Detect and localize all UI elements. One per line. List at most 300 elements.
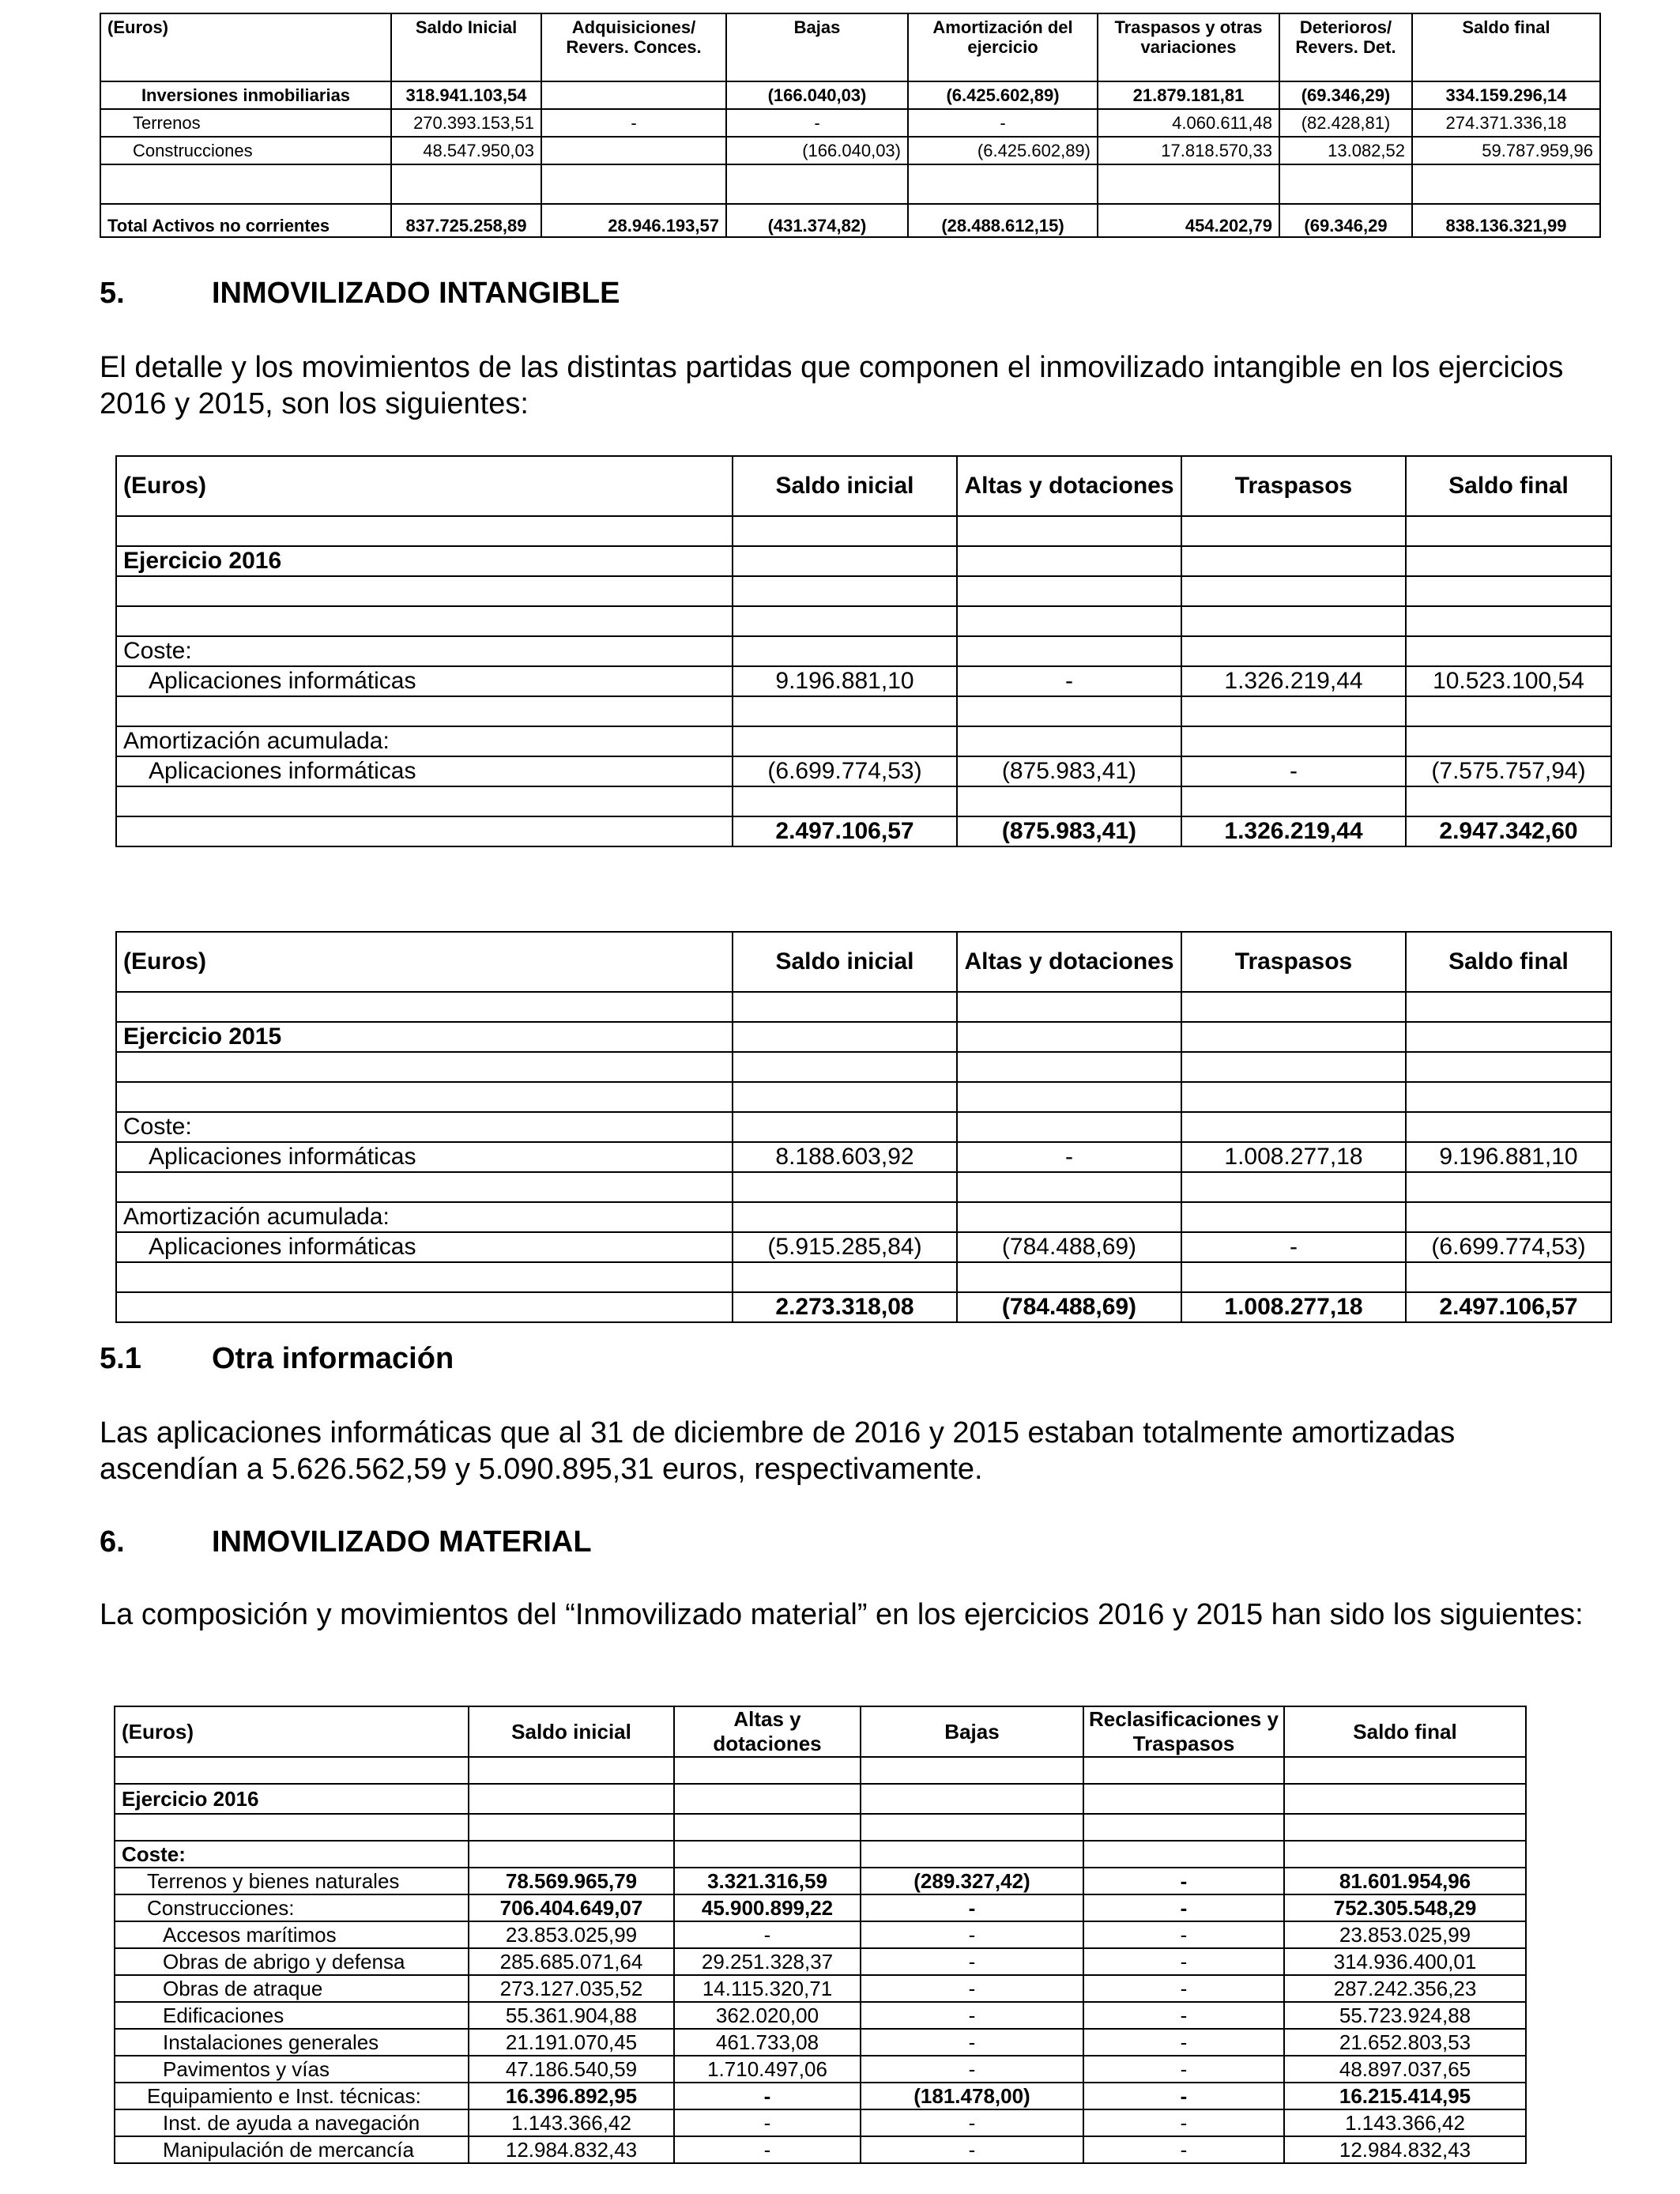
table-cell: 2.497.106,57 [733,816,957,846]
table-cell: 1.326.219,44 [1181,666,1406,696]
table-cell [957,696,1181,726]
table-cell: - [1083,1948,1284,1975]
table-cell [1279,164,1412,204]
table-cell: 2.497.106,57 [1406,1292,1611,1322]
table-cell: (289.327,42) [861,1868,1083,1894]
table-cell [733,696,957,726]
table-cell: 21.879.181,81 [1098,81,1279,109]
section-title: Otra información [212,1342,454,1375]
header-cell: Saldo inicial [733,932,957,992]
table-cell: 1.143.366,42 [1284,2109,1526,2136]
row-label: Total Activos no corrientes [100,204,391,237]
table-row [115,1757,1526,1784]
table-cell: (875.983,41) [957,756,1181,786]
table-cell: 2.947.342,60 [1406,816,1611,846]
table-row [116,576,1611,606]
table-cell [1181,546,1406,576]
table-row [116,1262,1611,1292]
header-cell: Bajas [726,13,908,81]
table-cell: - [1083,2002,1284,2029]
header-cell: Traspasos y otras variaciones [1098,13,1279,81]
table-cell: - [1083,1894,1284,1921]
row-label: Ejercicio 2016 [115,1784,469,1814]
header-cell: (Euros) [100,13,391,81]
table-cell: (6.699.774,53) [733,756,957,786]
table-cell: 1.008.277,18 [1181,1142,1406,1172]
table-cell [1406,1202,1611,1232]
table-row [116,786,1611,816]
table-row [115,2109,1526,2136]
table-cell [115,1757,469,1784]
table-cell: 4.060.611,48 [1098,109,1279,137]
row-label: Edificaciones [115,2002,469,2029]
table-cell [726,164,908,204]
table-cell [1083,1814,1284,1841]
table-row [115,1921,1526,1948]
table-cell [674,1757,861,1784]
table-cell: - [861,1894,1083,1921]
table-cell [1406,636,1611,666]
table-row [116,726,1611,756]
table-cell [1098,164,1279,204]
table-cell: 838.136.321,99 [1412,204,1600,237]
table-cell [1406,1172,1611,1202]
table-cell: 837.725.258,89 [391,204,541,237]
table-cell: 16.215.414,95 [1284,2083,1526,2109]
row-label: Manipulación de mercancía [115,2136,469,2163]
table-cell [1406,1262,1611,1292]
row-label: Terrenos [100,109,391,137]
table-cell: (7.575.757,94) [1406,756,1611,786]
table-cell [957,1112,1181,1142]
table-cell: - [674,2083,861,2109]
table-cell: - [861,1921,1083,1948]
table-cell: - [1181,1232,1406,1262]
table-cell: 17.818.570,33 [1098,137,1279,164]
table-cell: 287.242.356,23 [1284,1975,1526,2002]
header-cell: Saldo final [1406,456,1611,516]
table-cell: 270.393.153,51 [391,109,541,137]
table-cell: 55.361.904,88 [469,2002,674,2029]
table-cell: - [957,1142,1181,1172]
header-cell: Altas y dotaciones [957,932,1181,992]
table-cell [861,1757,1083,1784]
row-label: Aplicaciones informáticas [116,1142,733,1172]
table-cell [733,992,957,1022]
section-5-paragraph: El detalle y los movimientos de las distintas partidas que componen el inmovilizado intangible en los ejercicios 2016 y 2015, son los siguientes: [100,351,1564,420]
table-row [116,606,1611,636]
table-cell [1284,1784,1526,1814]
table-row [115,1814,1526,1841]
table-cell: (6.425.602,89) [908,81,1098,109]
table-cell: - [861,2056,1083,2083]
section-title: INMOVILIZADO MATERIAL [212,1525,592,1559]
table-cell [1181,786,1406,816]
header-cell: (Euros) [115,1706,469,1757]
table-cell: 8.188.603,92 [733,1142,957,1172]
table-cell: - [1083,2136,1284,2163]
table-row [116,992,1611,1022]
table-cell: - [861,2029,1083,2056]
table-cell [733,606,957,636]
table-cell: 47.186.540,59 [469,2056,674,2083]
table-cell [100,164,391,204]
header-cell: Altas y dotaciones [957,456,1181,516]
table-cell [957,1172,1181,1202]
table-row [115,1948,1526,1975]
section-5-heading [100,277,620,311]
table-cell [957,992,1181,1022]
header-cell: Saldo inicial [469,1706,674,1757]
row-label: Amortización acumulada: [116,726,733,756]
header-cell: Amortización del ejercicio [908,13,1098,81]
row-label: Construcciones [100,137,391,164]
table-cell [1284,1814,1526,1841]
table-cell [733,1112,957,1142]
table-cell [541,164,726,204]
table-cell: 706.404.649,07 [469,1894,674,1921]
table-cell: (6.425.602,89) [908,137,1098,164]
table-cell: - [861,2109,1083,2136]
table-cell: 23.853.025,99 [1284,1921,1526,1948]
table-cell: 9.196.881,10 [1406,1142,1611,1172]
table-cell: 59.787.959,96 [1412,137,1600,164]
table-cell [1406,1022,1611,1052]
table-row [100,109,1600,137]
table-cell [116,576,733,606]
row-label: Coste: [115,1841,469,1868]
table-row [116,636,1611,666]
section-5-1-paragraph: Las aplicaciones informáticas que al 31 de diciembre de 2016 y 2015 estaban totalmente amortizadas ascendían a 5.626.562,59 y 5.090.895,31 euros, respectivamente. [100,1416,1456,1486]
table-cell [908,164,1098,204]
header-cell: Adquisiciones/ Revers. Conces. [541,13,726,81]
header-cell: Saldo Inicial [391,13,541,81]
table-cell [957,1262,1181,1292]
table-cell: - [1083,2083,1284,2109]
table-cell: 273.127.035,52 [469,1975,674,2002]
table-cell [1406,606,1611,636]
table-cell: (875.983,41) [957,816,1181,846]
table-cell [733,1172,957,1202]
table-cell: (166.040,03) [726,81,908,109]
table-row [115,1841,1526,1868]
row-label: Construcciones: [115,1894,469,1921]
table-cell [541,137,726,164]
table-cell: 55.723.924,88 [1284,2002,1526,2029]
table-row [115,1975,1526,2002]
table-cell: 10.523.100,54 [1406,666,1611,696]
section-6-heading [100,1525,592,1559]
table-cell: - [861,2136,1083,2163]
row-label: Aplicaciones informáticas [116,756,733,786]
table-cell [1406,1112,1611,1142]
table-cell [116,1262,733,1292]
table-row [100,164,1600,204]
table-cell [674,1814,861,1841]
header-cell: Traspasos [1181,456,1406,516]
row-label: Ejercicio 2016 [116,546,733,576]
table-cell: 1.008.277,18 [1181,1292,1406,1322]
table-cell: (69.346,29 [1279,204,1412,237]
table-cell [1181,1112,1406,1142]
table-cell: - [674,2109,861,2136]
table-cell [116,606,733,636]
table-cell [116,1292,733,1322]
table-row [115,1894,1526,1921]
table-cell [861,1784,1083,1814]
table-cell: (166.040,03) [726,137,908,164]
table-cell: - [1083,1921,1284,1948]
table-row [100,81,1600,109]
table-cell [1181,992,1406,1022]
table-row [100,137,1600,164]
table-cell: 28.946.193,57 [541,204,726,237]
table-cell: 454.202,79 [1098,204,1279,237]
table-cell [1406,726,1611,756]
table-cell [116,696,733,726]
table-cell [116,1052,733,1082]
table-cell: 1.326.219,44 [1181,816,1406,846]
table-row [115,2136,1526,2163]
row-label: Coste: [116,636,733,666]
section-number: 5. [100,277,125,310]
table-cell: - [861,2002,1083,2029]
table-cell: - [1083,1868,1284,1894]
table-cell: 12.984.832,43 [1284,2136,1526,2163]
table-row [116,546,1611,576]
table-cell [1412,164,1600,204]
table-cell [1406,546,1611,576]
header-cell: (Euros) [116,932,733,992]
table-cell [733,1082,957,1112]
table-cell: 9.196.881,10 [733,666,957,696]
row-label: Terrenos y bienes naturales [115,1868,469,1894]
total-row [100,204,1600,237]
table-cell [733,546,957,576]
table-cell [1181,696,1406,726]
table-cell: - [1083,2056,1284,2083]
table-cell [1181,606,1406,636]
table-cell [116,1172,733,1202]
table-cell: 13.082,52 [1279,137,1412,164]
table-cell: 81.601.954,96 [1284,1868,1526,1894]
header-cell: Bajas [861,1706,1083,1757]
table-cell: 14.115.320,71 [674,1975,861,2002]
table-row [116,1112,1611,1142]
table-cell [469,1814,674,1841]
row-label: Pavimentos y vías [115,2056,469,2083]
table-cell: (181.478,00) [861,2083,1083,2109]
table-header-row [116,456,1611,516]
header-cell: Saldo final [1412,13,1600,81]
table-cell [1406,516,1611,546]
table-cell: 334.159.296,14 [1412,81,1600,109]
table-cell [1083,1757,1284,1784]
table-row [115,1784,1526,1814]
row-label: Instalaciones generales [115,2029,469,2056]
table-cell [1406,576,1611,606]
table-row [115,2056,1526,2083]
table-row [116,1172,1611,1202]
header-cell: Reclasificaciones y Traspasos [1083,1706,1284,1757]
table-cell [116,786,733,816]
table-cell [733,1052,957,1082]
table-cell [1284,1757,1526,1784]
section-title: INMOVILIZADO INTANGIBLE [212,277,620,310]
table-cell: - [908,109,1098,137]
table-cell [391,164,541,204]
table-cell [733,786,957,816]
table-cell [116,992,733,1022]
row-label: Inst. de ayuda a navegación [115,2109,469,2136]
table-cell: (69.346,29) [1279,81,1412,109]
table-cell [1083,1841,1284,1868]
table-cell: 16.396.892,95 [469,2083,674,2109]
section-number: 6. [100,1525,125,1559]
table-cell: 274.371.336,18 [1412,109,1600,137]
table-cell [116,816,733,846]
header-cell: (Euros) [116,456,733,516]
table-cell [733,1202,957,1232]
table-cell [1181,1202,1406,1232]
section-5-1-heading [100,1342,454,1376]
header-cell: Deterioros/ Revers. Det. [1279,13,1412,81]
table-cell [674,1841,861,1868]
table-cell [957,786,1181,816]
intangible-2015-table [115,931,1612,1323]
table-cell [674,1784,861,1814]
table-cell: - [1083,2029,1284,2056]
table-cell [733,576,957,606]
table-cell: 362.020,00 [674,2002,861,2029]
table-cell: - [674,2136,861,2163]
table-cell: (431.374,82) [726,204,908,237]
row-label: Coste: [116,1112,733,1142]
table-cell [1181,636,1406,666]
table-row [115,2083,1526,2109]
table-cell [957,576,1181,606]
table-cell: 23.853.025,99 [469,1921,674,1948]
total-row [116,816,1611,846]
table-cell: 12.984.832,43 [469,2136,674,2163]
table-cell: (5.915.285,84) [733,1232,957,1262]
table-cell: - [957,666,1181,696]
row-label: Aplicaciones informáticas [116,666,733,696]
table-row [115,2029,1526,2056]
table-cell: (28.488.612,15) [908,204,1098,237]
row-label: Obras de abrigo y defensa [115,1948,469,1975]
table-row [116,1202,1611,1232]
row-label: Aplicaciones informáticas [116,1232,733,1262]
table-row [116,696,1611,726]
table-cell: 2.273.318,08 [733,1292,957,1322]
table-cell: (784.488,69) [957,1292,1181,1322]
table-cell [469,1757,674,1784]
table-cell [116,516,733,546]
table-cell: 21.652.803,53 [1284,2029,1526,2056]
table-cell [733,516,957,546]
table-cell: 752.305.548,29 [1284,1894,1526,1921]
table-cell [1406,1052,1611,1082]
table-row [116,1052,1611,1082]
table-cell [469,1841,674,1868]
section-6-paragraph: La composición y movimientos del “Inmovilizado material” en los ejercicios 2016 y 2015 han sido los siguientes: [100,1598,1584,1631]
table-cell [1181,726,1406,756]
table-cell: 45.900.899,22 [674,1894,861,1921]
row-label: Amortización acumulada: [116,1202,733,1232]
header-cell: Saldo final [1406,932,1611,992]
table-cell [861,1841,1083,1868]
table-header-row [115,1706,1526,1757]
table-cell: 21.191.070,45 [469,2029,674,2056]
table-cell: 78.569.965,79 [469,1868,674,1894]
table-row [116,756,1611,786]
table-cell: - [861,1975,1083,2002]
table-row [115,2002,1526,2029]
table-cell [733,726,957,756]
table-cell [861,1814,1083,1841]
table-cell [957,1022,1181,1052]
table-cell [1406,696,1611,726]
table-cell [1181,1172,1406,1202]
table-cell: 48.897.037,65 [1284,2056,1526,2083]
table-cell [1181,1052,1406,1082]
material-2016-table [114,1706,1527,2164]
table-cell [469,1784,674,1814]
table-cell: - [1083,2109,1284,2136]
row-label: Inversiones inmobiliarias [100,81,391,109]
table-cell: 461.733,08 [674,2029,861,2056]
table-cell [1181,1022,1406,1052]
table-row [116,1142,1611,1172]
table-cell [957,546,1181,576]
table-row [116,666,1611,696]
table-header-row [100,13,1600,81]
table-cell: 1.710.497,06 [674,2056,861,2083]
table-cell [541,81,726,109]
header-cell: Saldo inicial [733,456,957,516]
table-cell: - [1083,1975,1284,2002]
table-cell [116,1082,733,1112]
investments-table [100,13,1601,238]
table-cell: 1.143.366,42 [469,2109,674,2136]
row-label: Equipamiento e Inst. técnicas: [115,2083,469,2109]
table-row [116,1232,1611,1262]
header-cell: Saldo final [1284,1706,1526,1757]
table-cell [957,1052,1181,1082]
row-label: Accesos marítimos [115,1921,469,1948]
section-number: 5.1 [100,1342,141,1375]
table-cell [1181,1082,1406,1112]
table-cell [957,1202,1181,1232]
row-label: Obras de atraque [115,1975,469,2002]
table-cell [1181,516,1406,546]
row-label: Ejercicio 2015 [116,1022,733,1052]
total-row [116,1292,1611,1322]
table-cell: (82.428,81) [1279,109,1412,137]
table-cell [1181,576,1406,606]
table-cell [1406,992,1611,1022]
table-cell: 318.941.103,54 [391,81,541,109]
table-cell [957,516,1181,546]
table-cell: (6.699.774,53) [1406,1232,1611,1262]
table-cell [1406,786,1611,816]
table-cell [1406,1082,1611,1112]
table-cell: 285.685.071,64 [469,1948,674,1975]
table-cell: - [861,1948,1083,1975]
table-cell: 48.547.950,03 [391,137,541,164]
table-cell [1181,1262,1406,1292]
